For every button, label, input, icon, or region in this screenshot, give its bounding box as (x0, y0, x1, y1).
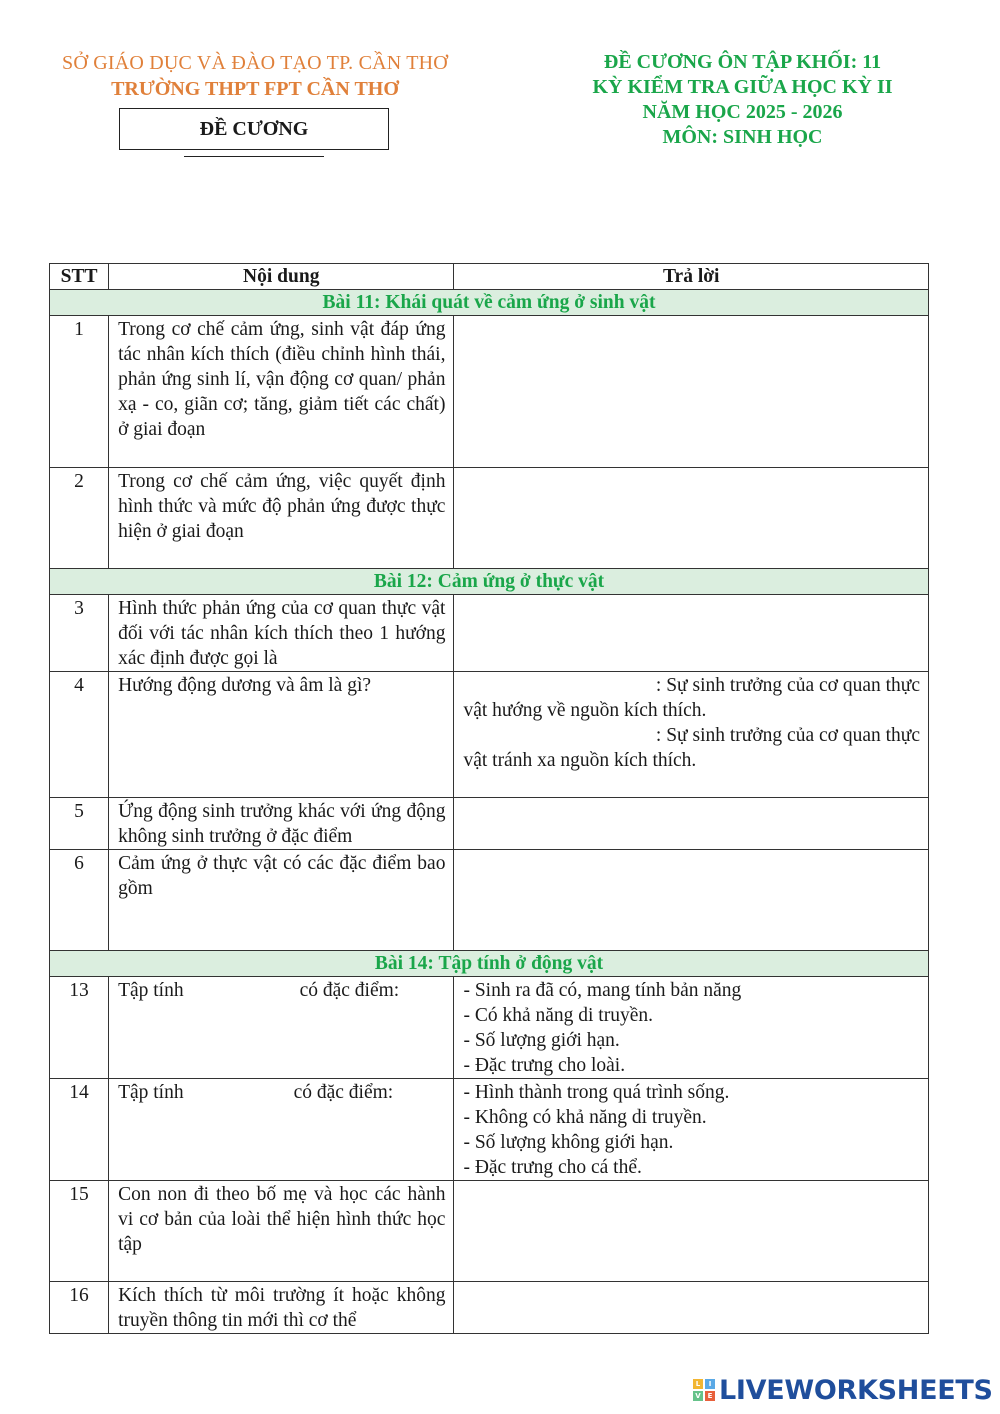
question-text: Kích thích từ môi trường ít hoặc không truyền thông tin mới thì cơ thể (109, 1282, 454, 1334)
answer-line: - Sinh ra đã có, mang tính bản năng (463, 980, 742, 1001)
answer-cell[interactable] (454, 595, 929, 672)
table-row (50, 798, 929, 850)
row-number: 3 (50, 595, 109, 672)
answer-cell[interactable] (454, 468, 929, 569)
table-row (50, 977, 929, 1079)
answer-line: - Có khả năng di truyền. (463, 1005, 653, 1026)
answer-line: - Hình thành trong quá trình sống. (463, 1082, 730, 1103)
table-row (50, 468, 929, 569)
answer-line: vật tránh xa nguồn kích thích. (463, 750, 697, 771)
answer-line: - Đặc trưng cho loài. (463, 1055, 626, 1076)
answer-line: - Đặc trưng cho cá thể. (463, 1157, 642, 1178)
row-number: 5 (50, 798, 109, 850)
section-title: Bài 11: Khái quát về cảm ứng ở sinh vật (50, 290, 929, 316)
row-number: 2 (50, 468, 109, 569)
answer-line: - Không có khả năng di truyền. (463, 1107, 707, 1128)
table-row (50, 672, 929, 798)
question-text: Ứng động sinh trưởng khác với ứng động không sinh trưởng ở đặc điểm (109, 798, 454, 850)
document-type-box: ĐỀ CƯƠNG (119, 108, 389, 150)
question-text: Con non đi theo bố mẹ và học các hành vi cơ bản của loài thể hiện hình thức học tập (109, 1181, 454, 1282)
table-header-row (50, 264, 929, 290)
school-header (50, 50, 460, 102)
section-row (50, 951, 929, 977)
row-number: 6 (50, 850, 109, 951)
divider (184, 156, 324, 157)
answer-line: - Số lượng giới hạn. (463, 1030, 620, 1051)
question-text: Hình thức phản ứng của cơ quan thực vật đối với tác nhân kích thích theo 1 hướng xác định được gọi là (109, 595, 454, 672)
row-number: 16 (50, 1282, 109, 1334)
table-row (50, 1181, 929, 1282)
table-row (50, 595, 929, 672)
column-header-answer: Trả lời (454, 264, 929, 290)
section-row (50, 569, 929, 595)
table-row (50, 850, 929, 951)
question-text (109, 977, 454, 1079)
logo-icon: L I V E (693, 1379, 715, 1401)
section-title: Bài 12: Cảm ứng ở thực vật (50, 569, 929, 595)
answer-cell (454, 1079, 929, 1181)
question-suffix: có đặc điểm: (299, 980, 400, 1001)
department-name: SỞ GIÁO DỤC VÀ ĐÀO TẠO TP. CẦN THƠ (62, 52, 448, 74)
answer-cell[interactable] (454, 1181, 929, 1282)
answer-cell[interactable] (454, 672, 929, 798)
row-number: 15 (50, 1181, 109, 1282)
answer-cell[interactable] (454, 798, 929, 850)
answer-cell[interactable] (454, 316, 929, 468)
question-text: Cảm ứng ở thực vật có các đặc điểm bao gồm (109, 850, 454, 951)
table-row (50, 1282, 929, 1334)
row-number: 14 (50, 1079, 109, 1181)
row-number: 4 (50, 672, 109, 798)
question-prefix: Tập tính (118, 980, 184, 1001)
row-number: 13 (50, 977, 109, 1079)
exam-header (545, 50, 940, 150)
question-text: Trong cơ chế cảm ứng, việc quyết định hình thức và mức độ phản ứng được thực hiện ở giai đoạn (109, 468, 454, 569)
column-header-content: Nội dung (109, 264, 454, 290)
answer-line: : Sự sinh trưởng của cơ quan thực (655, 675, 920, 696)
exam-term: KỲ KIỂM TRA GIỮA HỌC KỲ II (592, 76, 893, 98)
answer-line: - Số lượng không giới hạn. (463, 1132, 674, 1153)
table-row (50, 1079, 929, 1181)
subject: MÔN: SINH HỌC (662, 126, 823, 148)
question-text: Hướng động dương và âm là gì? (109, 672, 454, 798)
row-number: 1 (50, 316, 109, 468)
answer-line: : Sự sinh trưởng của cơ quan thực (655, 725, 920, 746)
school-name: TRƯỜNG THPT FPT CẦN THƠ (111, 78, 399, 100)
answer-cell[interactable] (454, 850, 929, 951)
answer-line: vật hướng về nguồn kích thích. (463, 700, 707, 721)
question-prefix: Tập tính (118, 1082, 184, 1103)
answer-cell (454, 977, 929, 1079)
liveworksheets-logo (693, 1373, 993, 1407)
section-title: Bài 14: Tập tính ở động vật (50, 951, 929, 977)
column-header-stt: STT (50, 264, 109, 290)
question-suffix: có đặc điểm: (293, 1082, 394, 1103)
brand-name: LIVEWORKSHEETS (719, 1374, 993, 1406)
section-row (50, 290, 929, 316)
school-year: NĂM HỌC 2025 - 2026 (642, 101, 843, 123)
table-row (50, 316, 929, 468)
exam-grade: ĐỀ CƯƠNG ÔN TẬP KHỐI: 11 (603, 51, 882, 73)
question-text (109, 1079, 454, 1181)
question-text: Trong cơ chế cảm ứng, sinh vật đáp ứng tác nhân kích thích (điều chỉnh hình thái, phản ứng sinh lí, vận động cơ quan/ phản xạ - co, giãn cơ; tăng, giảm tiết các chất) ở giai đoạn (109, 316, 454, 468)
review-table (49, 263, 929, 1334)
answer-cell[interactable] (454, 1282, 929, 1334)
